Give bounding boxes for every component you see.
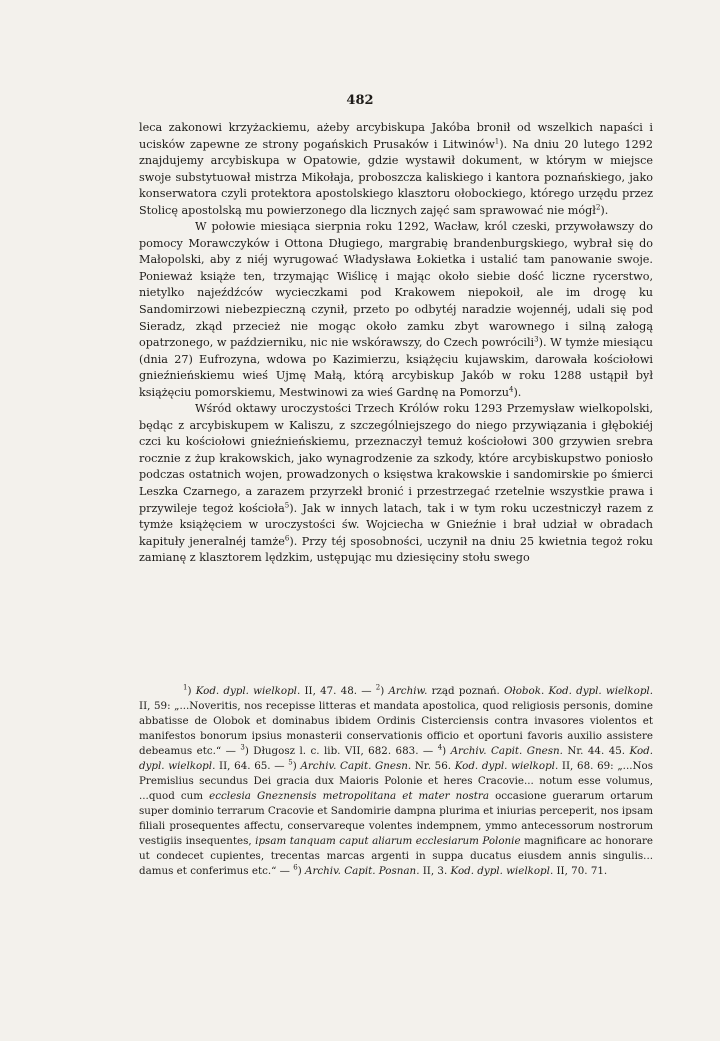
footnote-paragraph — [139, 684, 653, 879]
footnote-marker: 4 — [508, 385, 514, 394]
text-run: ) Długosz l. c. lib. VII, 682. 683. — — [244, 745, 438, 757]
citation-italic: Ołobok. Kod. dypl. wielkopl. — [503, 685, 653, 697]
text-run: W połowie miesiąca sierpnia roku 1292, Wacław, król czeski, przywoławszy do pomocy Morawczyków i Ottona Długiego, margrabię brandenburgskiego, wybrał się do Małopolski, aby z niéj wyrugować Władysława Łokietka i ustalić tam panowanie swoje. Ponieważ książe ten, trzymając Wiślicę i mając około siebie dość liczne rycerstwo, nietylko najeźdźców wycieczkami pod Krakowem niepokoił, ale im drogę ku Sandomirzowi niebezpieczną czynił, przeto po odbytéj naradzie wojennéj, udali się pod Sieradz, zkąd przecież nie mogąc około zamku zbyt warownego i silną załogą opatrzonego, w październiku, nic nie wskórawszy, do Czech powrócili — [139, 220, 653, 350]
text-run: Wśród oktawy uroczystości Trzech Królów roku 1293 Przemysław wielkopolski, będąc z arcybiskupem w Kaliszu, z szczególniejszego do niego przywiązania i głębokiéj czci ku kościołowi gnieźnieńskiemu, przeznaczył temuż kościołowi 300 grzywien srebra rocznie z żup krakowskich, jako wynagrodzenie za szkody, które arcybiskupstwo poniosło podczas ostatnich wojen, prowadzonych o księstwa krakowskie i sandomirskie po śmierci Leszka Czarnego, a zarazem przyrzekł bronić i przestrzegać rzetelnie wszystkie prawa i przywileje tegoż kościoła — [139, 402, 653, 515]
citation-italic: Kod. dypl. wielkopl. — [454, 760, 559, 772]
citation-italic: Kod. dypl. wielkopl. — [450, 865, 554, 877]
text-run: occasione guerarum ortarum super dominio terrarum Cracovie et Sandomirie dampna plurima et iniurias perceperit, nos ipsam filiali prosequentes affectu, conservareque volentes indempnem, ymmo antecessorum nostrorum vestigiis insequentes, — [139, 790, 654, 847]
text-run: Nr. 44. 45. — [562, 745, 630, 757]
citation-italic: Kod. dypl. wielkopl. — [195, 685, 301, 697]
citation-italic: Archiw. — [388, 685, 428, 697]
body-paragraph — [139, 219, 653, 401]
text-run: II, 64. 65. — — [215, 760, 289, 772]
text-run: II, 47. 48. — — [300, 685, 376, 697]
text-run: ). Przy téj sposobności, uczynił na dniu 25 kwietnia tegoż roku zamianę z klasztorem lędzkim, ustępując mu dziesięciny stołu swego — [139, 534, 653, 565]
citation-italic: Archiv. Capit. Gnesn. — [450, 745, 563, 757]
footnotes — [139, 684, 653, 879]
text-run: II, 68. 69: „...Nos Premislius secundus Dei gracia dux Maioris Polonie et heres Cracovie... notum esse volumus, ...quod cum — [139, 760, 653, 802]
citation-italic: Archiv. Capit. Gnesn. — [300, 760, 412, 772]
text-run: II, 3. — [419, 865, 451, 877]
footnote-marker: 3 — [240, 743, 245, 752]
citation-italic: Kod. dypl. wielkopl. — [139, 745, 654, 772]
footnote-marker: 1 — [183, 683, 188, 692]
page-number: 482 — [346, 93, 374, 108]
citation-italic: ecclesia Gneznensis metropolitana et mater nostra — [209, 790, 489, 802]
footnote-marker: 4 — [437, 743, 443, 752]
footnote-marker: 3 — [534, 335, 539, 344]
footnote-marker: 1 — [494, 136, 500, 145]
text-run: ) — [297, 865, 306, 877]
text-run: Nr. 56. — [411, 760, 455, 772]
text-run: rząd poznań. — [427, 685, 504, 697]
text-run: ) — [292, 760, 301, 772]
text-run: ). Jak w innych latach, tak i w tym roku uczestniczył razem z tymże książęciem w uroczystości św. Wojciecha w Gnieźnie i brał udział w obradach kapituły jeneralnéj tamże — [139, 501, 653, 548]
footnote-marker: 6 — [284, 533, 290, 542]
text-run: ). — [600, 203, 609, 217]
footnote-marker: 2 — [375, 683, 381, 692]
footnote-marker: 5 — [288, 758, 293, 767]
text-run: leca zakonowi krzyżackiemu, ażeby arcybiskupa Jakóba bronił od wszelkich napaści i ucisków zapewne ze strony pogańskich Prusaków i Litwinów — [139, 121, 653, 151]
text-run: ) — [380, 685, 389, 697]
text-run: ). Na dniu 20 lutego 1292 znajdujemy arcybiskupa w Opatowie, gdzie wystawił dokument, w którym w miejsce swoje substytuował mistrza Mikołaja, proboszcza kaliskiego i kantora poznańskiego, jako konserwatora czyli protektora apostolskiego klasztoru ołobockiego, którego urzędu przez Stolicę apostolską mu powierzonego dla licznych zajęć sam sprawować nie mógł — [139, 137, 653, 217]
body-paragraph — [139, 401, 653, 566]
citation-italic: Archiv. Capit. Posnan. — [305, 865, 420, 877]
footnote-marker: 6 — [293, 863, 298, 872]
text-run: ) — [442, 745, 451, 757]
text-run: II, 70. 71. — [553, 865, 608, 877]
body-paragraph — [139, 120, 653, 219]
text-run: magnificare ac honorare ut condecet cupientes, trecentas marcas argenti in suppa ducatus eiusdem annis singulis... damus et conferimus etc.“ — — [139, 835, 653, 877]
citation-italic: ipsam tanquam caput aliarum ecclesiarum Polonie — [255, 835, 521, 847]
footnote-marker: 2 — [595, 203, 601, 211]
text-run: ). W tymże miesiącu (dnia 27) Eufrozyna, wdowa po Kazimierzu, książęciu kujawskim, darowała kościołowi gnieźnieńskiemu wieś Ujmę Małą, którą arcybiskup Jakób w roku 1288 ustąpił był książęciu pomorskiemu, Mestwinowi za wieś Gardnę na Pomorzu — [139, 336, 653, 399]
footnote-marker: 5 — [284, 500, 290, 509]
text-run: ). — [513, 385, 522, 399]
body-text — [139, 120, 653, 567]
text-run: II, 59: „...Noveritis, nos recepisse litteras et mandata apostolica, quod religiosis personis, domine abbatisse de Olobok et dominabus ibidem Ordinis Cisterciensis contra invasores violentos et manifestos bonorum ipsius monasterii conservationis officio et oportuni favoris auxilio assistere debeamus etc.“ — — [139, 700, 653, 757]
text-run: ) — [187, 685, 196, 697]
